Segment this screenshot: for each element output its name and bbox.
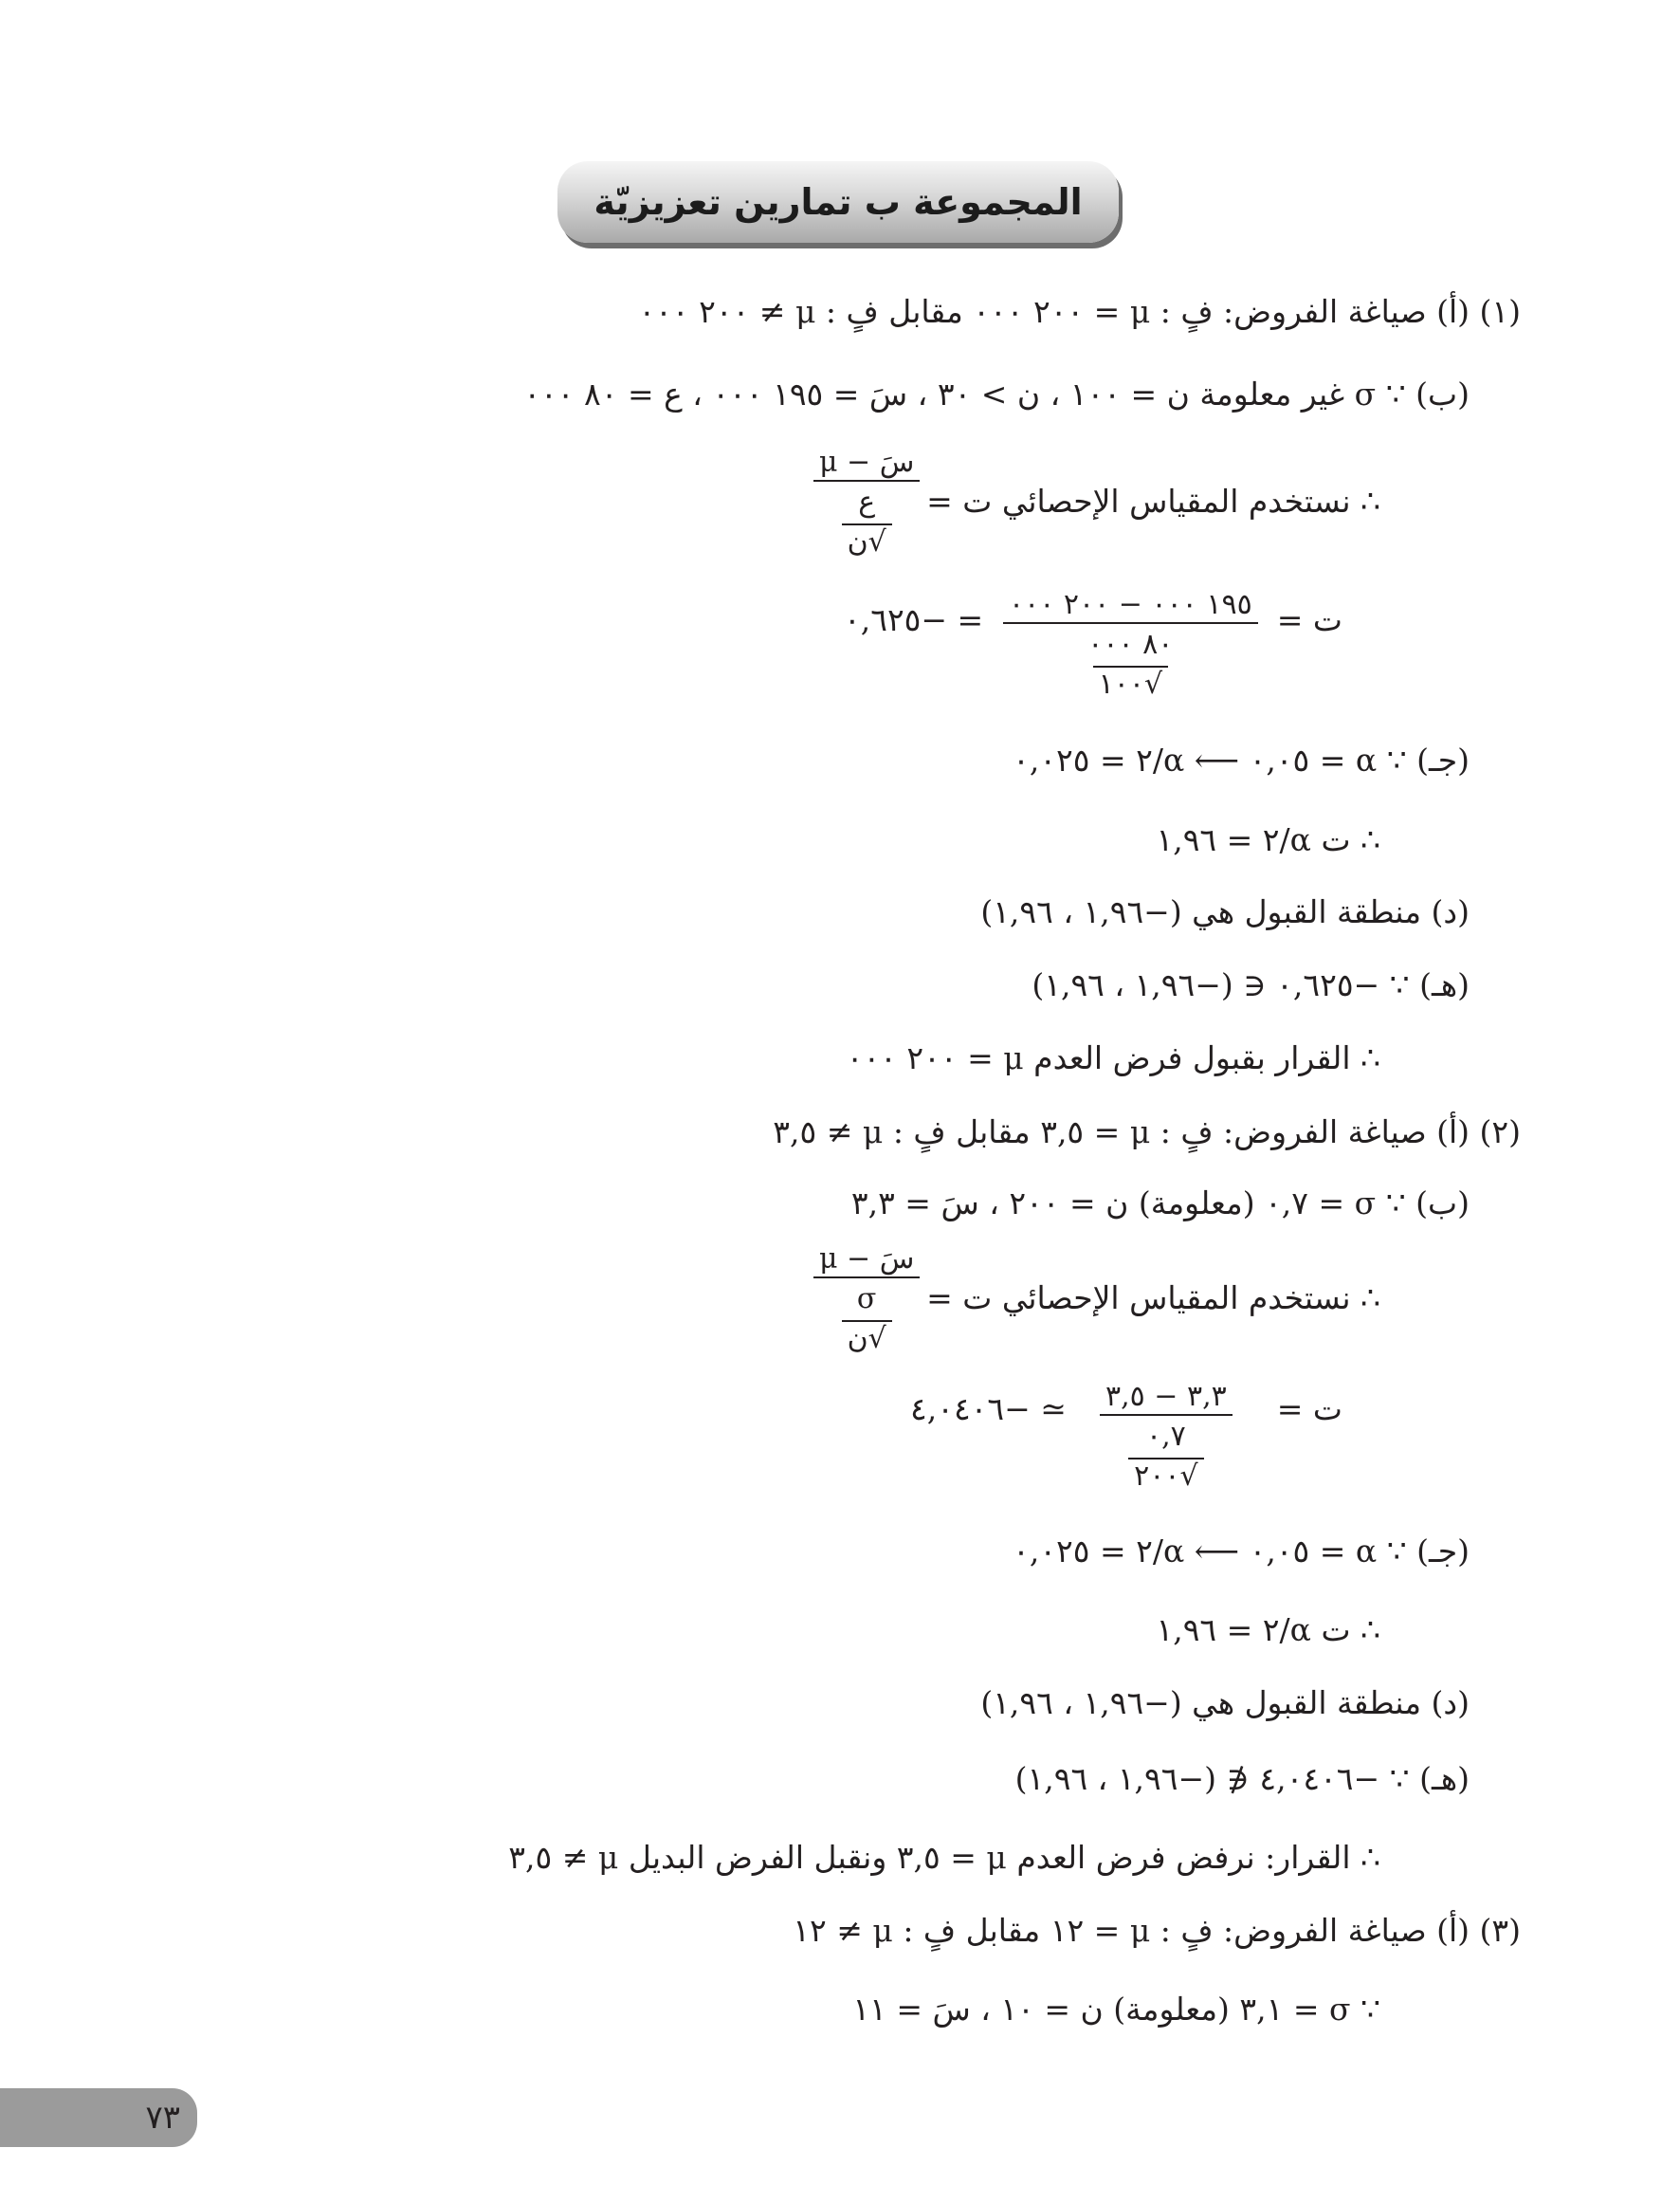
q1-statistic-denominator: ع <box>858 486 876 519</box>
q2-significance: (جـ) ∵ α = ٠,٠٥ ⟵ α/٢ = ٠,٠٢٥ <box>1013 1533 1470 1570</box>
q2-check: (هـ) ∵ −٤,٠٤٠٦ ∉ (−١,٩٦ ، ١,٩٦) <box>1014 1760 1470 1797</box>
q2-calc-lhs: ت = <box>1276 1390 1342 1427</box>
q1-decision: ∴ القرار بقبول فرض العدم μ = ٢٠٠ ٠٠٠ <box>846 1039 1380 1076</box>
q2-statistic-numerator: سَ − μ <box>813 1242 920 1278</box>
section-title: المجموعة ب تمارين تعزيزيّة <box>557 161 1119 243</box>
q1-calc-result: = −٠,٦٢٥ <box>844 601 984 638</box>
q3-given: ∵ σ = ٣,١ (معلومة) ن = ١٠ ، سَ = ١١ <box>852 1991 1380 2028</box>
q2-calc-result: ≃ −٤,٠٤٠٦ <box>910 1390 1067 1427</box>
q1-statistic-numerator: سَ − μ <box>813 446 920 482</box>
q2-critical-value: ∴ ت α/٢ = ١,٩٦ <box>1156 1611 1380 1648</box>
q1-critical-value: ∴ ت α/٢ = ١,٩٦ <box>1156 821 1380 858</box>
q2-hypotheses: (٢) (أ) صياغة الفروض: فٍ : μ = ٣,٥ مقابل فٍ : μ ≠ ٣,٥ <box>773 1113 1521 1150</box>
q1-hypotheses: (١) (أ) صياغة الفروض: فٍ : μ = ٢٠٠ ٠٠٠ مقابل فٍ : μ ≠ ٢٠٠ ٠٠٠ <box>638 293 1521 330</box>
q1-calc-denominator: ٨٠ ٠٠٠ <box>1087 628 1174 661</box>
q1-statistic-formula <box>813 446 920 560</box>
q1-calc-numerator: ١٩٥ ٠٠٠ − ٢٠٠ ٠٠٠ <box>1003 588 1258 624</box>
q1-check: (هـ) ∵ −٠,٦٢٥ ∈ (−١,٩٦ ، ١,٩٦) <box>1032 966 1470 1003</box>
q1-statistic-label: ∴ نستخدم المقياس الإحصائي ت = <box>926 483 1380 520</box>
q2-statistic-label: ∴ نستخدم المقياس الإحصائي ت = <box>926 1279 1380 1316</box>
q2-decision: ∴ القرار: نرفض فرض العدم μ = ٣,٥ ونقبل الفرض البديل μ ≠ ٣,٥ <box>508 1839 1380 1876</box>
page-number: ٧٣ <box>145 2099 180 2137</box>
q2-calc-denominator: ٠,٧ <box>1145 1420 1186 1453</box>
q2-given: (ب) ∵ σ = ٠,٧ (معلومة) ن = ٢٠٠ ، سَ = ٣,٣ <box>850 1184 1470 1221</box>
q2-statistic-formula <box>813 1242 920 1356</box>
q3-hypotheses: (٣) (أ) صياغة الفروض: فٍ : μ = ١٢ مقابل فٍ : μ ≠ ١٢ <box>793 1912 1521 1949</box>
q2-calc-numerator: ٣,٣ − ٣,٥ <box>1100 1380 1233 1416</box>
q1-significance: (جـ) ∵ α = ٠,٠٥ ⟵ α/٢ = ٠,٠٢٥ <box>1013 742 1470 779</box>
q1-given: (ب) ∵ σ غير معلومة ن = ١٠٠ ، ن > ٣٠ ، سَ = ١٩٥ ٠٠٠ ، ع = ٨٠ ٠٠٠ <box>523 376 1470 413</box>
q1-calc-lhs: ت = <box>1276 601 1342 638</box>
q1-statistic-root: √ن <box>842 523 892 560</box>
q2-statistic-denominator: σ <box>856 1282 877 1315</box>
q2-calc-root: √٢٠٠ <box>1128 1458 1203 1494</box>
q1-calc-formula <box>1003 588 1258 702</box>
q1-calc-root: √١٠٠ <box>1093 666 1168 702</box>
q1-acceptance-region: (د) منطقة القبول هي (−١,٩٦ ، ١,٩٦) <box>980 893 1470 930</box>
q2-acceptance-region: (د) منطقة القبول هي (−١,٩٦ ، ١,٩٦) <box>980 1684 1470 1721</box>
q2-statistic-root: √ن <box>842 1320 892 1356</box>
q2-calc-formula <box>1100 1380 1233 1494</box>
